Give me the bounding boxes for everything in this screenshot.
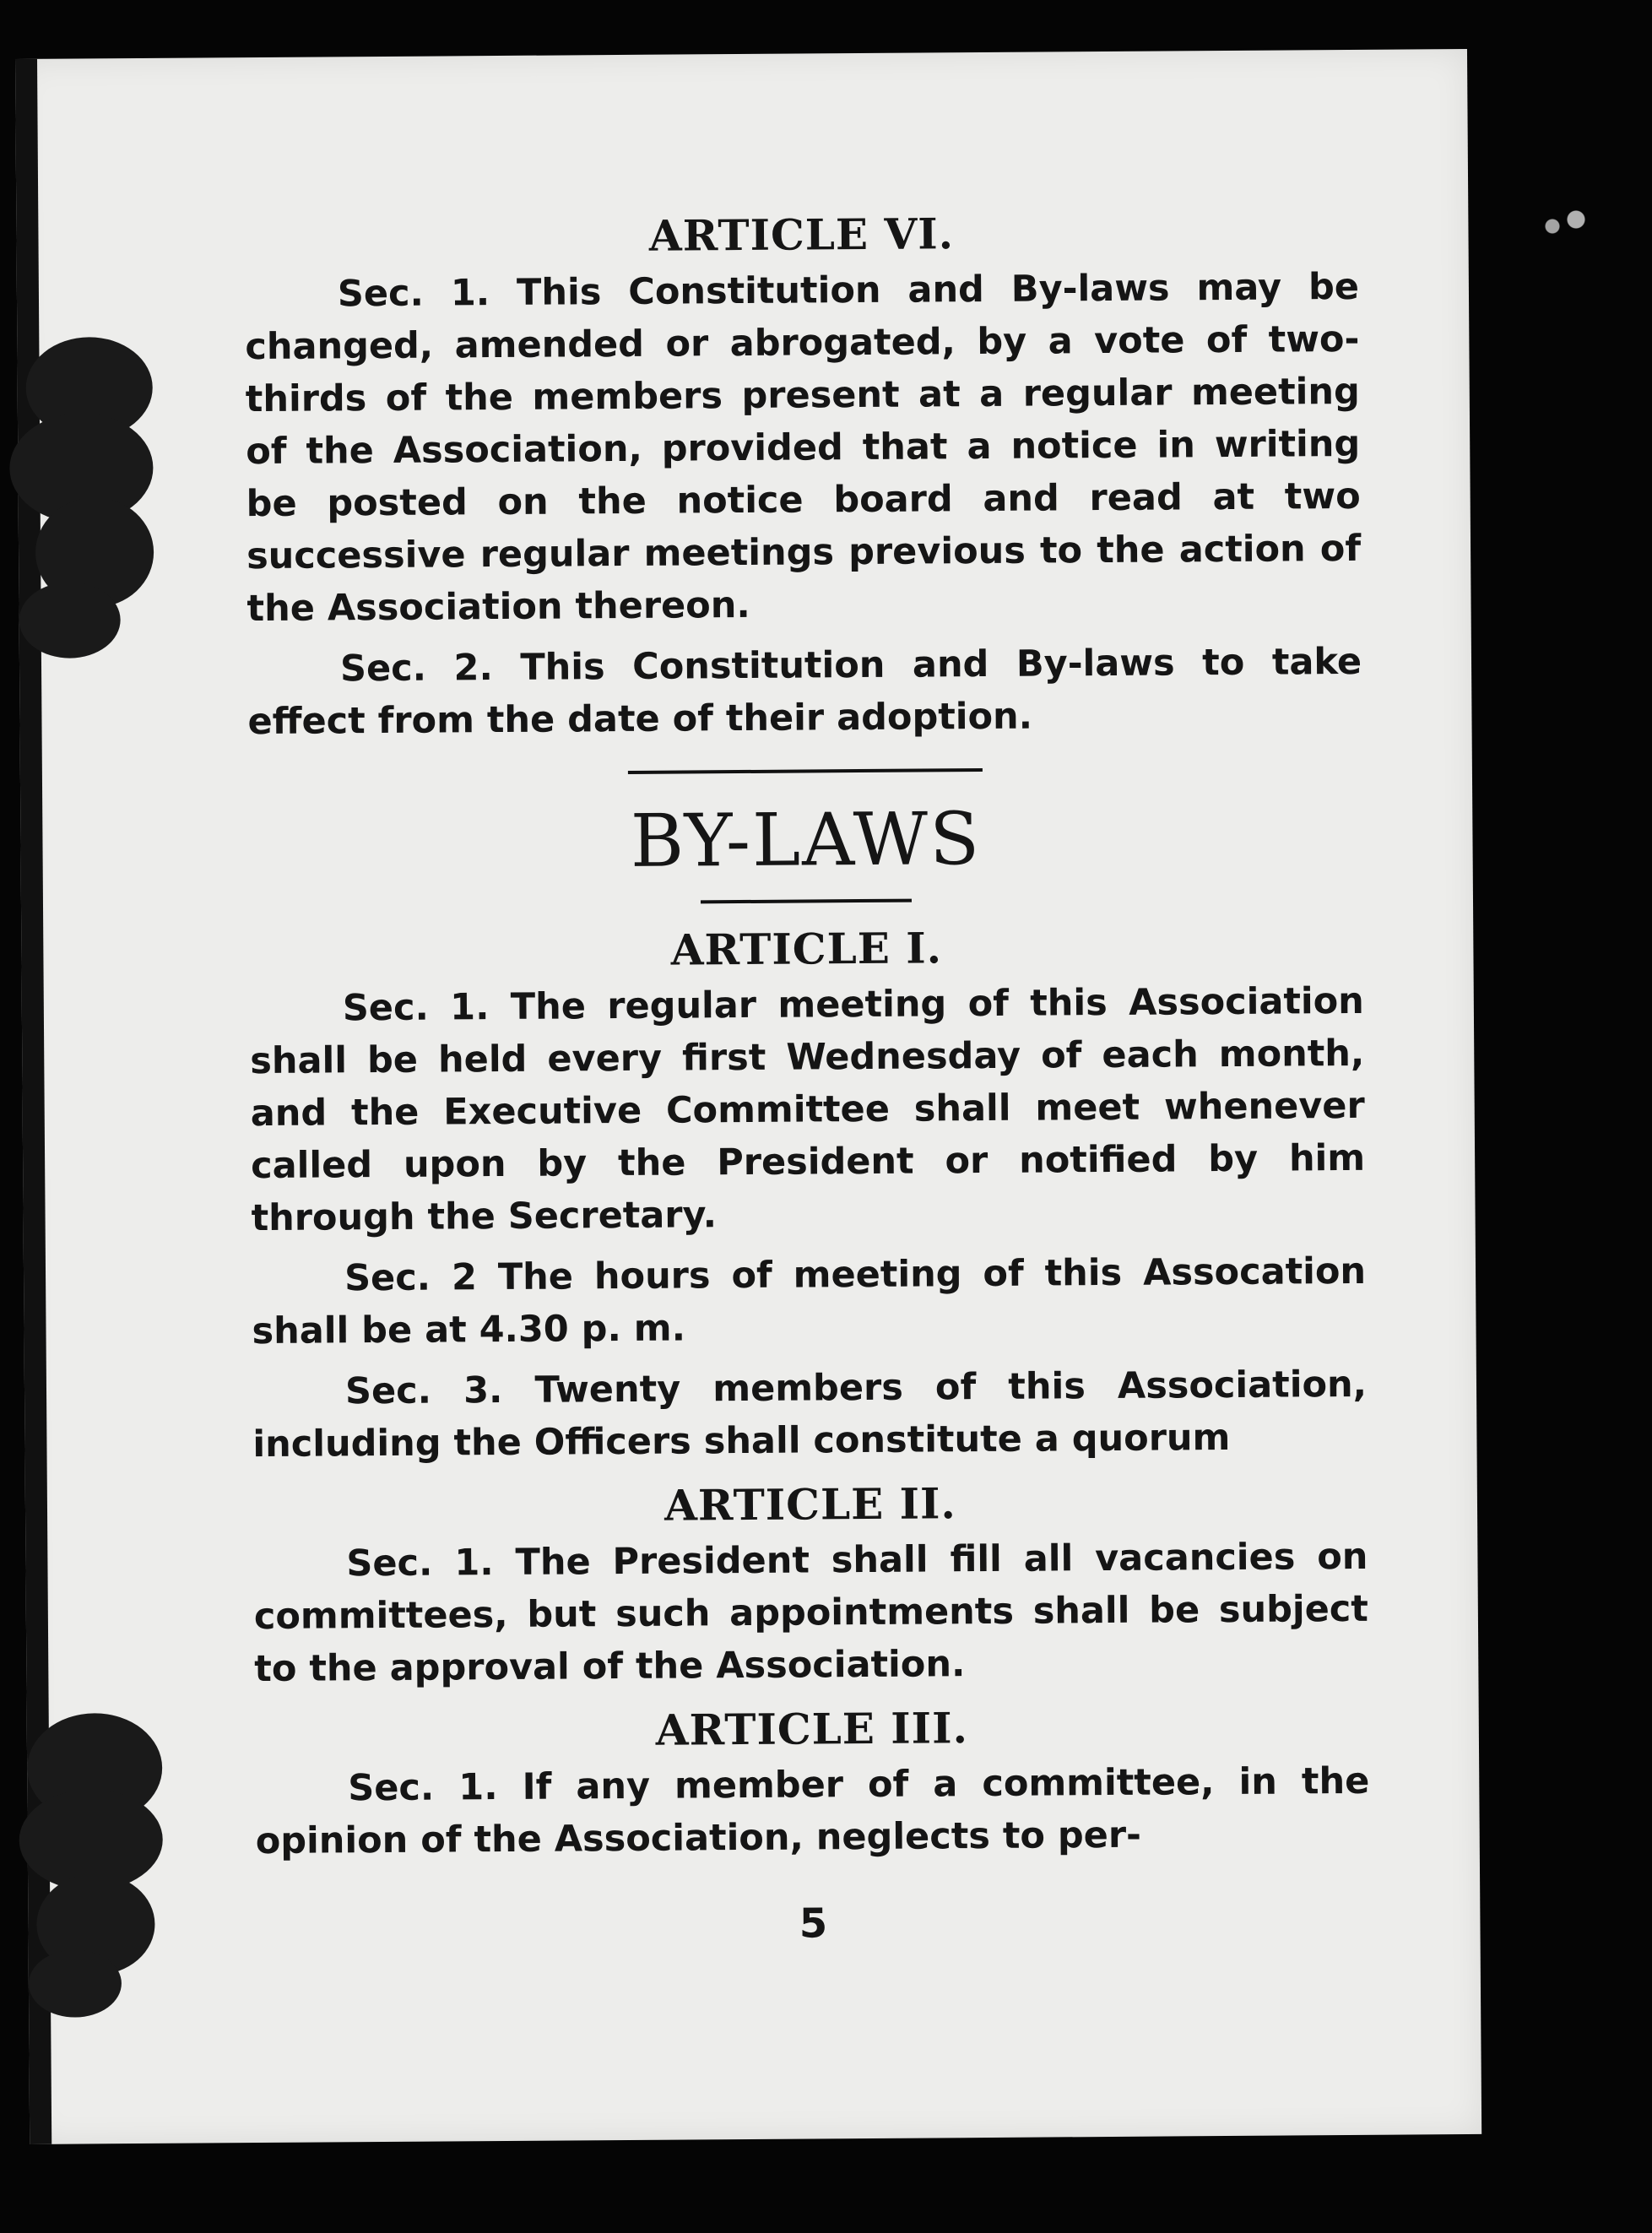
scan-speck xyxy=(1517,186,1635,253)
article-iii-heading: ARTICLE III. xyxy=(655,1703,969,1755)
bylaws-title: BY-LAWS xyxy=(630,797,982,884)
divider-rule xyxy=(628,768,983,774)
article-vi-sec2: Sec. 2. This Constitution and By-laws to take effect from the date of their adoption. xyxy=(247,640,1362,744)
page-number: 5 xyxy=(799,1900,828,1948)
article-i-sec3: Sec. 3. Twenty members of this Association, including the Officers shall constitute a quorum xyxy=(252,1363,1368,1466)
page-content xyxy=(244,202,1370,1954)
binding-knot xyxy=(19,582,121,659)
article-ii-sec1: Sec. 1. The President shall fill all vacancies on committees, but such appointments shall be subject to the approval of the Association. xyxy=(253,1535,1369,1691)
document-page xyxy=(15,49,1481,2144)
article-vi-sec1: Sec. 1. This Constitution and By-laws may be changed, amended or abrogated, by a vote of two- thirds of the members present at a regular meeting of the Association, provided that a notice in writing be posted on the notice board and read at two successive regular meetings previous to the action of the Association thereon. xyxy=(245,265,1362,631)
binding-knot xyxy=(29,1949,122,2018)
article-i-heading: ARTICLE I. xyxy=(670,923,943,975)
article-iii-sec1: Sec. 1. If any member of a committee, in the opinion of the Association, neglects to per- xyxy=(255,1759,1370,1863)
divider-rule xyxy=(701,899,912,904)
article-i-sec2: Sec. 2 The hours of meeting of this Assocation shall be at 4.30 p. m. xyxy=(252,1249,1367,1353)
article-vi-heading: ARTICLE VI. xyxy=(648,209,955,261)
article-i-sec1: Sec. 1. The regular meeting of this Association shall be held every first Wednesday of each month, and the Executive Committee shall meet whenever called upon by the President or notified by him through the Secretary. xyxy=(250,979,1366,1240)
article-ii-heading: ARTICLE II. xyxy=(664,1478,957,1531)
